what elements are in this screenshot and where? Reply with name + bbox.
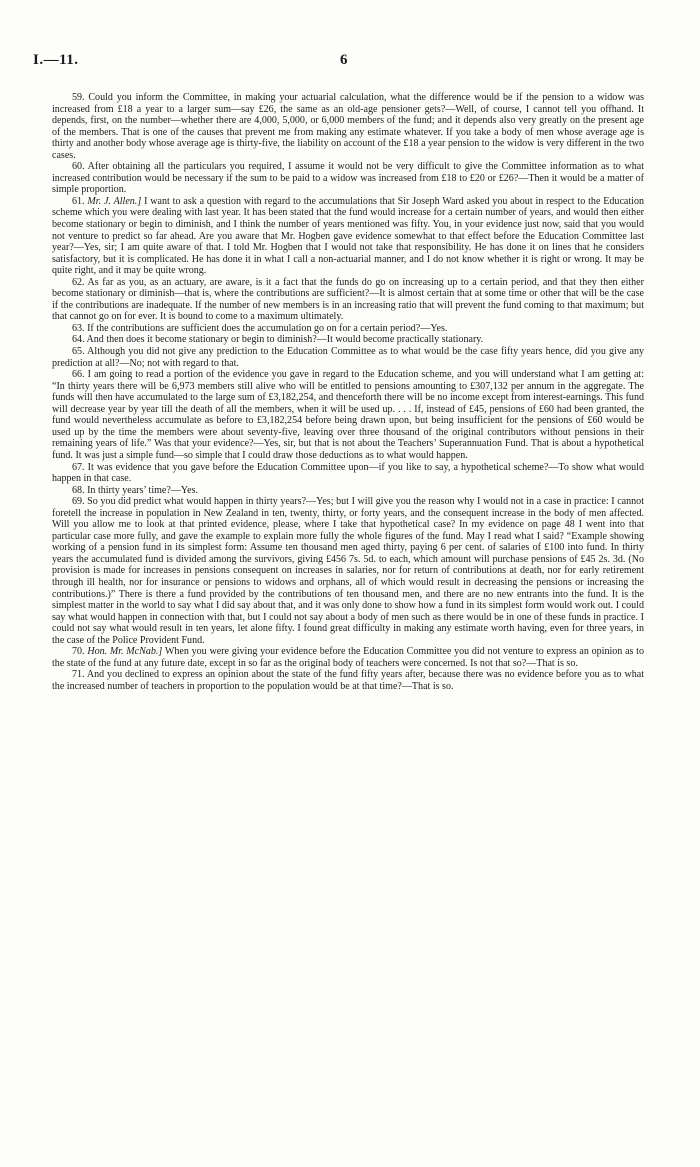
document-body bbox=[52, 92, 644, 692]
paragraph-71: 71. And you declined to express an opinion about the state of the fund fifty years after, because there was no evidence before you as to what the increased number of teachers in proportion to the population would be at that time?—That is so. bbox=[52, 669, 644, 692]
page-header bbox=[33, 52, 650, 72]
paragraph-65: 65. Although you did not give any prediction to the Education Committee as to what would be the case fifty years hence, did you give any prediction at all?—No; not with regard to that. bbox=[52, 346, 644, 369]
paragraph-67: 67. It was evidence that you gave before the Education Committee upon—if you like to say, a hypothetical scheme?—To show what would happen in that case. bbox=[52, 461, 644, 485]
paragraph-59: 59. Could you inform the Committee, in making your actuarial calculation, what the difference would be if the pension to a widow was increased from £18 a year to a larger sum—say £26, the same as an old-age pensioner gets?—Well, of course, I cannot tell you offhand. It depends, first, on the number—whether there are 4,000, 5,000, or 6,000 members of the fund; and it depends also very greatly on the present age of the members. That is one of the causes that prevent me from making any estimate whatever. If you take a body of men whose average age is thirty and another body whose average age is thirty-five, the liability on account of the £18 a year pension to the widow is very different in the two cases. bbox=[52, 92, 644, 161]
paragraph-60: 60. After obtaining all the particulars you required, I assume it would not be very difficult to give the Committee information as to what increased contribution would be necessary if the sum to be paid to a widow was increased from £18 to £20 or £26?—Then it would be a matter of simple proportion. bbox=[52, 161, 644, 196]
paragraph-61: 61. Mr. J. Allen.] I want to ask a question with regard to the accumulations that Sir Joseph Ward asked you about in respect to the Education scheme which you were dealing with last year. It has been stated that the fund would increase for a certain number of years, and would then either become stationary or begin to diminish, and I think the number of years mentioned was fifty. You, in your evidence just now, said that you would not venture to predict so far ahead. Are you aware that Mr. Hogben gave evidence somewhat to that effect before the Education Committee last year?—Yes, sir; I am quite aware of that. I told Mr. Hogben that I would not take that responsibility. He has done it on lines that he considers satisfactory, but it is complicated. He has done it in what I call a non-actuarial manner, and I do not know whether it is right or wrong. It may be quite right, and it may be quite wrong. bbox=[52, 195, 644, 277]
paragraph-63: 63. If the contributions are sufficient does the accumulation go on for a certain period?—Yes. bbox=[72, 322, 448, 334]
paragraph-70: 70. Hon. Mr. McNab.] When you were giving your evidence before the Education Committee you did not venture to express an opinion as to the state of the fund at any future date, except in so far as the original body of teachers were concerned. Is not that so?—That is so. bbox=[52, 646, 644, 669]
paragraph-62: 62. As far as you, as an actuary, are aware, is it a fact that the funds do go on increasing up to a certain period, and that they then either become stationary or diminish—that is, where the contributions are sufficient?—It is almost certain that at some time or other that will be the case if the contributions are inadequate. If the number of new members is in an increasing ratio that will prevent the fund coming to that maximum; but that cannot go on for ever. It is bound to come to a maximum ultimately. bbox=[52, 276, 644, 323]
document-reference: I.—11. bbox=[33, 52, 79, 68]
paragraph-69: 69. So you did predict what would happen in thirty years?—Yes; but I will give you the reason why I would not in a case in practice: I cannot foretell the increase in population in New Zealand in ten, twenty, thirty, or forty years, and the consequent increase in the body of men affected. Will you allow me to look at that printed evidence, please, where I take that hypothetical case? In my evidence on page 48 I went into that particular case more fully, and gave the example to explain more fully the whole figures of the fund. May I read what I said? “Example showing working of a pension fund in its simplest form: Assume ten thousand men aged thirty, paying 6 per cent. of salaries of £100 into fund. In thirty years the accumulated fund is divided among the survivors, giving £456 7s. 5d. to each, which amount will purchase pensions of £45 2s. 3d. (No provision is made for increases in pensions consequent on increases in salaries, nor for return of contributions at death, nor for early retirement through ill health, nor for insurance or pensions to widows and orphans, all of which would result in decreasing the pensions or increasing the contributions.)” There is there a fund provided by the contributions of ten thousand men, and there are no new entrants into the fund. It is the simplest matter in the world to say what I did say about that, and it was only done to show how a fund in its simplest form would work out. I could say what would happen in connection with that, but I could not say about a body of men such as there would be in one of these funds in practice. I could not say what would result in ten years, let alone fifty. I found great difficulty in making any estimate worth having, even for three years, in the case of the Police Provident Fund. bbox=[52, 496, 644, 646]
speaker-name: Mr. J. Allen.] bbox=[87, 195, 142, 207]
paragraph-68: 68. In thirty years’ time?—Yes. bbox=[72, 484, 199, 496]
page-number: 6 bbox=[340, 52, 348, 68]
speaker-name: Hon. Mr. McNab.] bbox=[87, 646, 163, 658]
paragraph-64: 64. And then does it become stationary or begin to diminish?—It would become practically stationary. bbox=[72, 334, 484, 346]
paragraph-66: 66. I am going to read a portion of the evidence you gave in regard to the Education scheme, and you will understand what I am getting at: “In thirty years there will be 6,973 members still alive who will be entitled to pensions amounting to £307,132 per annum in the aggregate. The funds will then have accumulated to the large sum of £3,182,254, and thenceforth there will be no income except from interest-earnings. This fund will decrease year by year till the death of all the members, when it will be used up. . . . If, instead of £45, pensions of £60 had been granted, the fund would nevertheless accumulate as before to £3,182,254 before being drawn upon, but being insufficient for the pensions of £60 would be used up by the time the members were about seventy-five, leaving over three thousand of the original contributors without pensions in their remaining years of life.” Was that your evidence?—Yes, sir, but that is not about the Teachers’ Superannuation Fund. That is about a hypothetical fund. It was just a simple fund—so simple that I could draw those deductions as to what would happen. bbox=[52, 369, 644, 461]
